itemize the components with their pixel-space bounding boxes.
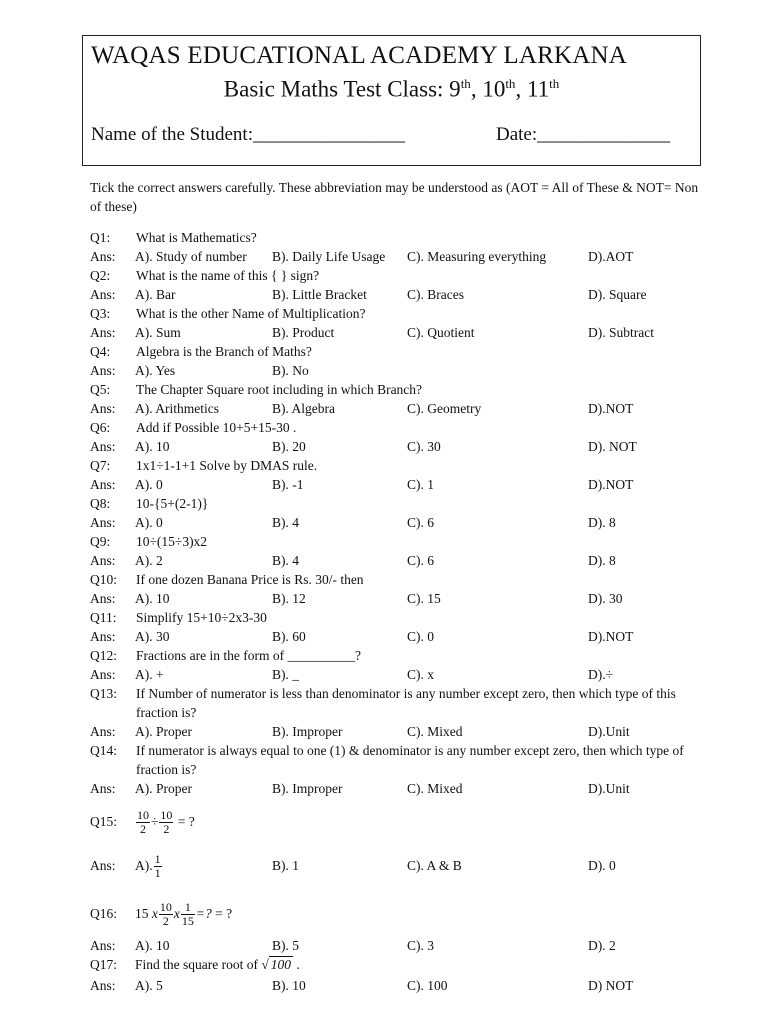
option-b[interactable]: B). No bbox=[272, 363, 309, 378]
option-c[interactable]: C). 100 bbox=[407, 978, 448, 993]
radicand: 100 bbox=[270, 957, 292, 972]
option-d[interactable]: D).NOT bbox=[588, 401, 634, 416]
fraction-denominator: 1 bbox=[154, 866, 161, 881]
question-row bbox=[90, 418, 710, 437]
option-b[interactable]: B). 4 bbox=[272, 515, 299, 530]
question-text-tail: . bbox=[293, 957, 300, 972]
option-d[interactable]: D). 30 bbox=[588, 591, 623, 606]
operator: ÷ bbox=[151, 814, 159, 829]
fraction bbox=[159, 901, 173, 928]
fraction bbox=[159, 809, 173, 836]
option-a[interactable]: A). + bbox=[135, 667, 164, 682]
answer-row bbox=[90, 323, 710, 342]
equals-question: = ? bbox=[211, 906, 233, 921]
option-b[interactable]: B). 4 bbox=[272, 553, 299, 568]
question-number: Q5: bbox=[90, 382, 111, 397]
question-text: 10-{5+(2-1)} bbox=[136, 496, 209, 511]
fraction-denominator: 2 bbox=[163, 822, 170, 837]
question-number: Q12: bbox=[90, 648, 117, 663]
answer-label: Ans: bbox=[90, 858, 116, 873]
answer-label: Ans: bbox=[90, 629, 116, 644]
fraction-denominator: 15 bbox=[181, 914, 194, 929]
fraction-numerator: 1 bbox=[181, 901, 195, 915]
option-b[interactable]: B). -1 bbox=[272, 477, 304, 492]
answer-row bbox=[90, 779, 710, 798]
question-row bbox=[90, 608, 710, 627]
fraction-denominator: 2 bbox=[162, 914, 169, 929]
question-row bbox=[90, 228, 710, 247]
option-a[interactable]: A). 10 bbox=[135, 439, 170, 454]
answer-label: Ans: bbox=[90, 591, 116, 606]
option-a[interactable]: A). 0 bbox=[135, 477, 163, 492]
question-row bbox=[90, 266, 710, 285]
option-c[interactable]: C). 3 bbox=[407, 938, 434, 953]
question-number: Q9: bbox=[90, 534, 111, 549]
option-b[interactable]: B). 20 bbox=[272, 439, 306, 454]
answer-label: Ans: bbox=[90, 724, 116, 739]
fraction-numerator: 1 bbox=[154, 852, 161, 867]
fraction-denominator: 2 bbox=[140, 822, 146, 837]
option-c[interactable]: C). 6 bbox=[407, 553, 434, 568]
option-d[interactable]: D).÷ bbox=[588, 667, 614, 682]
option-a[interactable]: A). Yes bbox=[135, 363, 176, 378]
superscript-th: th bbox=[460, 76, 471, 91]
answer-row bbox=[90, 589, 710, 608]
option-b[interactable]: B). 10 bbox=[272, 978, 306, 993]
option-a[interactable]: A). Proper bbox=[135, 781, 192, 796]
answer-row bbox=[90, 665, 710, 684]
answer-label: Ans: bbox=[90, 249, 116, 264]
option-a[interactable]: A). 0 bbox=[135, 515, 163, 530]
answer-label: Ans: bbox=[90, 325, 116, 340]
answer-row bbox=[90, 399, 710, 418]
option-b[interactable]: B). Product bbox=[272, 325, 335, 340]
option-b[interactable]: B). 5 bbox=[272, 938, 299, 953]
fraction bbox=[154, 853, 162, 880]
option-a[interactable]: A). 2 bbox=[135, 553, 163, 568]
option-d[interactable]: D). Square bbox=[588, 287, 647, 302]
option-a[interactable]: A). Study of number bbox=[135, 249, 247, 264]
option-c[interactable]: C). Geometry bbox=[407, 401, 482, 416]
option-c[interactable]: C). Mixed bbox=[407, 781, 463, 796]
option-a[interactable]: A). 10 bbox=[135, 938, 170, 953]
question-text: If Number of numerator is less than denominator is any number except zero, then which type of this fraction is? bbox=[136, 686, 676, 720]
option-b[interactable]: B). Improper bbox=[272, 781, 343, 796]
option-c[interactable]: C). Measuring everything bbox=[407, 249, 547, 264]
question-number: Q8: bbox=[90, 496, 111, 511]
student-name-line: Name of the Student:________________ bbox=[91, 124, 405, 145]
option-a[interactable]: A). 5 bbox=[135, 978, 163, 993]
academy-title: WAQAS EDUCATIONAL ACADEMY LARKANA bbox=[91, 42, 627, 69]
question-row bbox=[90, 800, 710, 844]
question-row bbox=[90, 342, 710, 361]
option-b[interactable]: B). Little Bracket bbox=[272, 287, 367, 302]
answer-label: Ans: bbox=[90, 287, 116, 302]
option-prefix: A). bbox=[135, 858, 153, 873]
answer-row bbox=[90, 627, 710, 646]
square-root: √ 100 bbox=[261, 957, 292, 972]
question-text: What is the name of this { } sign? bbox=[136, 268, 320, 283]
question-number: Q4: bbox=[90, 344, 111, 359]
answer-label: Ans: bbox=[90, 667, 116, 682]
question-text: Simplify 15+10÷2x3-30 bbox=[136, 610, 267, 625]
option-a[interactable]: A). 10 bbox=[135, 591, 170, 606]
answer-row bbox=[90, 551, 710, 570]
superscript-th: th bbox=[505, 76, 516, 91]
question-number: Q17: bbox=[90, 957, 117, 972]
option-d[interactable]: D). 0 bbox=[588, 858, 616, 873]
option-a[interactable]: A). Proper bbox=[135, 724, 192, 739]
question-text: If one dozen Banana Price is Rs. 30/- then bbox=[136, 572, 364, 587]
fraction-numerator: 10 bbox=[159, 900, 172, 915]
question-number: Q15: bbox=[90, 814, 117, 829]
question-row bbox=[90, 646, 710, 665]
option-d[interactable]: D). 2 bbox=[588, 938, 616, 953]
answer-row bbox=[90, 285, 710, 304]
test-title bbox=[83, 76, 700, 103]
times-x: x bbox=[151, 906, 158, 921]
question-row bbox=[90, 570, 710, 589]
equals-question: = ? bbox=[174, 814, 195, 829]
question-number: Q3: bbox=[90, 306, 111, 321]
question-row bbox=[90, 955, 710, 974]
question-text: If numerator is always equal to one (1) & denominator is any number except zero, then which type of fraction is? bbox=[136, 743, 684, 777]
question-row bbox=[90, 456, 710, 475]
option-d[interactable]: D). NOT bbox=[588, 439, 637, 454]
fraction bbox=[181, 901, 195, 928]
option-d[interactable]: D). 8 bbox=[588, 515, 616, 530]
question-number: Q10: bbox=[90, 572, 117, 587]
option-c[interactable]: C). 0 bbox=[407, 629, 434, 644]
question-row bbox=[90, 532, 710, 551]
option-c[interactable]: C). 30 bbox=[407, 439, 441, 454]
option-d[interactable]: D). Subtract bbox=[588, 325, 654, 340]
question-number: Q1: bbox=[90, 230, 111, 245]
test-title-sep: , 10 bbox=[470, 76, 506, 102]
question-text bbox=[135, 800, 195, 844]
option-b[interactable]: B). 12 bbox=[272, 591, 306, 606]
option-b[interactable]: B). Daily Life Usage bbox=[272, 249, 386, 264]
option-a[interactable] bbox=[135, 844, 163, 888]
fraction-numerator: 10 bbox=[137, 808, 149, 823]
instructions: Tick the correct answers carefully. These abbreviation may be understood as (AOT = All of These & NOT= Non of these) bbox=[90, 180, 699, 214]
option-d[interactable]: D).Unit bbox=[588, 781, 630, 796]
option-a[interactable]: A). 30 bbox=[135, 629, 170, 644]
question-number: Q2: bbox=[90, 268, 111, 283]
question-number: Q6: bbox=[90, 420, 111, 435]
question-text: The Chapter Square root including in which Branch? bbox=[136, 382, 423, 397]
answer-label: Ans: bbox=[90, 978, 116, 993]
option-b[interactable]: B). Improper bbox=[272, 724, 343, 739]
question-text: 1x1÷1-1+1 Solve by DMAS rule. bbox=[136, 458, 318, 473]
option-c[interactable]: C). 1 bbox=[407, 477, 434, 492]
option-b[interactable]: B). Algebra bbox=[272, 401, 335, 416]
question-text: Fractions are in the form of __________? bbox=[136, 648, 361, 663]
test-title-sep: , 11 bbox=[515, 76, 550, 102]
option-b[interactable]: B). 1 bbox=[272, 858, 299, 873]
option-c[interactable]: C). Braces bbox=[407, 287, 464, 302]
answer-label: Ans: bbox=[90, 938, 116, 953]
times-x: x bbox=[173, 906, 180, 921]
question-row bbox=[90, 494, 710, 513]
option-c[interactable]: C). x bbox=[407, 667, 434, 682]
option-c[interactable]: C). Mixed bbox=[407, 724, 463, 739]
option-c[interactable]: C). 15 bbox=[407, 591, 441, 606]
answer-label: Ans: bbox=[90, 515, 116, 530]
option-c[interactable]: C). 6 bbox=[407, 515, 434, 530]
question-row bbox=[90, 304, 710, 323]
option-d[interactable]: D).Unit bbox=[588, 724, 630, 739]
question-row bbox=[90, 684, 710, 722]
question-row bbox=[90, 892, 710, 936]
question-number: Q7: bbox=[90, 458, 111, 473]
option-a[interactable]: A). Bar bbox=[135, 287, 176, 302]
answer-row bbox=[90, 437, 710, 456]
option-d[interactable]: D) NOT bbox=[588, 978, 634, 993]
question-number: Q14: bbox=[90, 743, 117, 758]
question-text: 10÷(15÷3)x2 bbox=[136, 534, 208, 549]
expression-lead: 15 bbox=[135, 906, 149, 921]
question-list bbox=[90, 228, 710, 798]
answer-row bbox=[90, 361, 710, 380]
option-a[interactable]: A). Sum bbox=[135, 325, 181, 340]
question-text-part: Find the square root of bbox=[135, 957, 262, 972]
answer-row bbox=[90, 247, 710, 266]
question-row bbox=[90, 741, 710, 779]
question-number: Q13: bbox=[90, 686, 117, 701]
answer-row bbox=[90, 936, 710, 955]
fraction bbox=[136, 809, 150, 836]
answer-row bbox=[90, 475, 710, 494]
superscript-th: th bbox=[549, 76, 560, 91]
answer-label: Ans: bbox=[90, 363, 116, 378]
question-text: Algebra is the Branch of Maths? bbox=[136, 344, 312, 359]
option-b[interactable]: B). 60 bbox=[272, 629, 306, 644]
option-d[interactable]: D).NOT bbox=[588, 477, 634, 492]
answer-row bbox=[90, 844, 710, 888]
option-c[interactable]: C). A & B bbox=[407, 858, 462, 873]
special-questions bbox=[90, 800, 710, 995]
question-text: Add if Possible 10+5+15-30 . bbox=[136, 420, 297, 435]
answer-label: Ans: bbox=[90, 401, 116, 416]
answer-label: Ans: bbox=[90, 439, 116, 454]
answer-label: Ans: bbox=[90, 553, 116, 568]
question-number: Q16: bbox=[90, 906, 117, 921]
answer-row bbox=[90, 976, 710, 995]
option-a[interactable]: A). Arithmetics bbox=[135, 401, 219, 416]
option-b[interactable]: B). _ bbox=[272, 667, 299, 682]
option-d[interactable]: D).NOT bbox=[588, 629, 634, 644]
fraction-numerator: 10 bbox=[160, 808, 173, 823]
answer-row bbox=[90, 513, 710, 532]
test-title-prefix: Basic Maths Test Class: 9 bbox=[223, 76, 461, 102]
question-row bbox=[90, 380, 710, 399]
question-text: What is the other Name of Multiplication? bbox=[136, 306, 366, 321]
answer-row bbox=[90, 722, 710, 741]
date-line: Date:______________ bbox=[496, 124, 671, 145]
question-text bbox=[135, 955, 300, 974]
option-c[interactable]: C). Quotient bbox=[407, 325, 475, 340]
option-d[interactable]: D).AOT bbox=[588, 249, 634, 264]
question-text: What is Mathematics? bbox=[136, 230, 257, 245]
question-number: Q11: bbox=[90, 610, 117, 625]
answer-label: Ans: bbox=[90, 781, 116, 796]
question-text bbox=[135, 892, 232, 936]
equals-question: =? bbox=[195, 906, 212, 921]
option-d[interactable]: D). 8 bbox=[588, 553, 616, 568]
header-box bbox=[82, 35, 701, 166]
answer-label: Ans: bbox=[90, 477, 116, 492]
